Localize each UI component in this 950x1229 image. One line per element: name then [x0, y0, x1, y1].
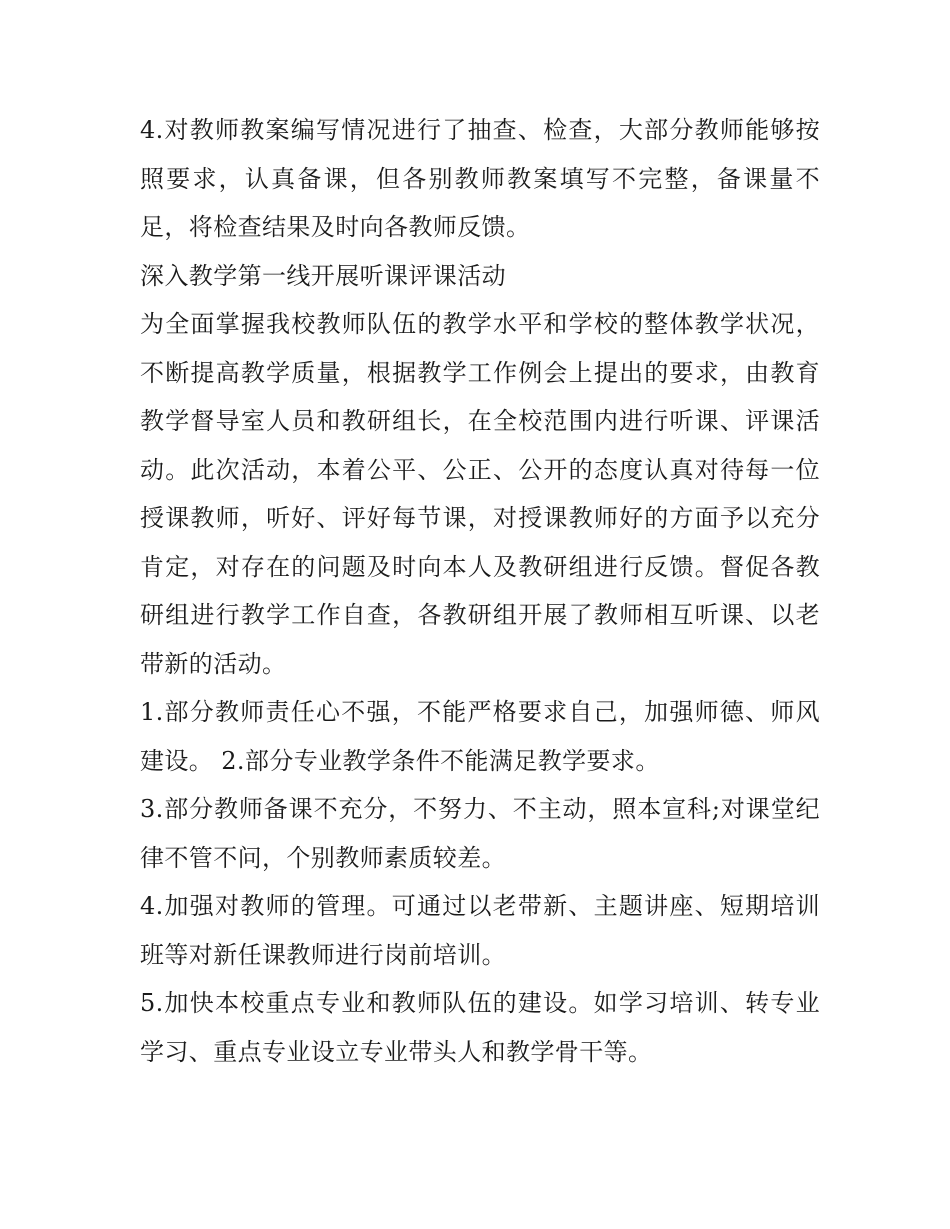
paragraph-measure-4: 4.加强对教师的管理。可通过以老带新、主题讲座、短期培训班等对新任课教师进行岗前培训。: [140, 892, 820, 969]
paragraph-lesson-plan-check: 4.对教师教案编写情况进行了抽查、检查，大部分教师能够按照要求，认真备课，但各别教师教案填写不完整，备课量不足，将检查结果及时向各教师反馈。: [140, 116, 820, 241]
paragraph-issue-3: 3.部分教师备课不充分，不努力、不主动，照本宣科;对课堂纪律不管不问，个别教师素质较差。: [140, 795, 820, 872]
document-body: [140, 106, 820, 1076]
paragraph-measure-5: 5.加快本校重点专业和教师队伍的建设。如学习培训、转专业学习、重点专业设立专业带头人和教学骨干等。: [140, 989, 820, 1066]
paragraph-issue-1-2: 1.部分教师责任心不强，不能严格要求自己，加强师德、师风建设。 2.部分专业教学条件不能满足教学要求。: [140, 698, 820, 775]
section-heading-lesson-observation: 深入教学第一线开展听课评课活动: [140, 261, 506, 290]
paragraph-observation-activity: 为全面掌握我校教师队伍的教学水平和学校的整体教学状况，不断提高教学质量，根据教学工作例会上提出的要求，由教育教学督导室人员和教研组长，在全校范围内进行听课、评课活动。此次活动，本着公平、公正、公开的态度认真对待每一位授课教师，听好、评好每节课，对授课教师好的方面予以充分肯定，对存在的问题及时向本人及教研组进行反馈。督促各教研组进行教学工作自查，各教研组开展了教师相互听课、以老带新的活动。: [140, 310, 820, 678]
